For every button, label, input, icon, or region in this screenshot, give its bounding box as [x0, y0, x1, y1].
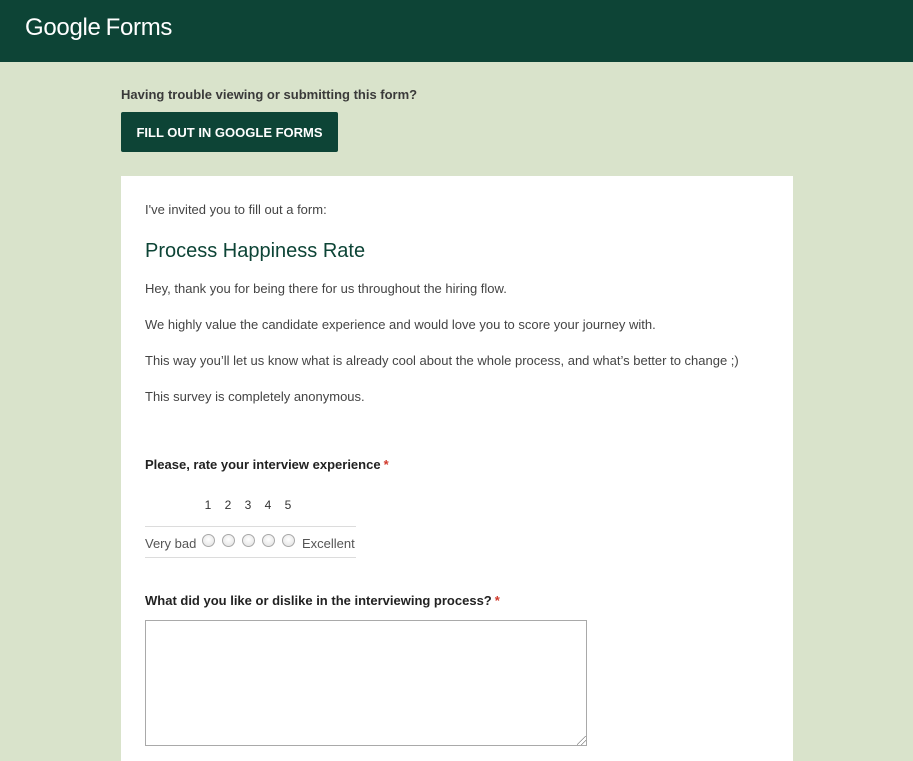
- rating-radio-5[interactable]: [282, 534, 295, 547]
- resize-grip-icon[interactable]: [577, 736, 586, 745]
- form-card: [121, 176, 793, 761]
- question-label-feedback: [145, 593, 500, 608]
- required-mark: *: [494, 593, 500, 608]
- description-line: This way you’ll let us know what is already cool about the whole process, and what’s better to change ;): [145, 353, 739, 368]
- required-mark: *: [383, 457, 389, 472]
- fill-out-in-google-forms-button[interactable]: FILL OUT IN GOOGLE FORMS: [121, 112, 338, 152]
- scale-number-2: 2: [224, 498, 232, 512]
- scale-number-5: 5: [284, 498, 292, 512]
- invite-text: I've invited you to fill out a form:: [145, 202, 327, 217]
- scale-low-label: Very bad: [145, 536, 197, 551]
- question-text: Please, rate your interview experience: [145, 457, 381, 472]
- form-title: Process Happiness Rate: [145, 240, 366, 262]
- description-line: This survey is completely anonymous.: [145, 389, 365, 404]
- logo-forms-text: Forms: [105, 14, 173, 41]
- description-line: Hey, thank you for being there for us throughout the hiring flow.: [145, 281, 507, 296]
- scale-number-4: 4: [264, 498, 272, 512]
- description-line: We highly value the candidate experience and would love you to score your journey with.: [145, 317, 656, 332]
- scale-high-label: Excellent: [302, 536, 355, 551]
- rating-radio-1[interactable]: [202, 534, 215, 547]
- scale-number-3: 3: [244, 498, 252, 512]
- logo-google-text: Google: [25, 14, 101, 41]
- rating-radio-4[interactable]: [262, 534, 275, 547]
- question-label-rating: [145, 457, 389, 472]
- google-forms-logo[interactable]: [25, 14, 172, 42]
- scale-number-1: 1: [204, 498, 212, 512]
- trouble-notice: Having trouble viewing or submitting this form?: [121, 87, 418, 102]
- feedback-textarea[interactable]: [145, 620, 587, 746]
- rating-radio-3[interactable]: [242, 534, 255, 547]
- scale-numbers: [145, 496, 356, 518]
- scale-radio-row: [145, 526, 356, 558]
- top-bar: [0, 0, 913, 62]
- question-text: What did you like or dislike in the interviewing process?: [145, 593, 492, 608]
- rating-radio-2[interactable]: [222, 534, 235, 547]
- resize-grip-lines: [577, 736, 586, 745]
